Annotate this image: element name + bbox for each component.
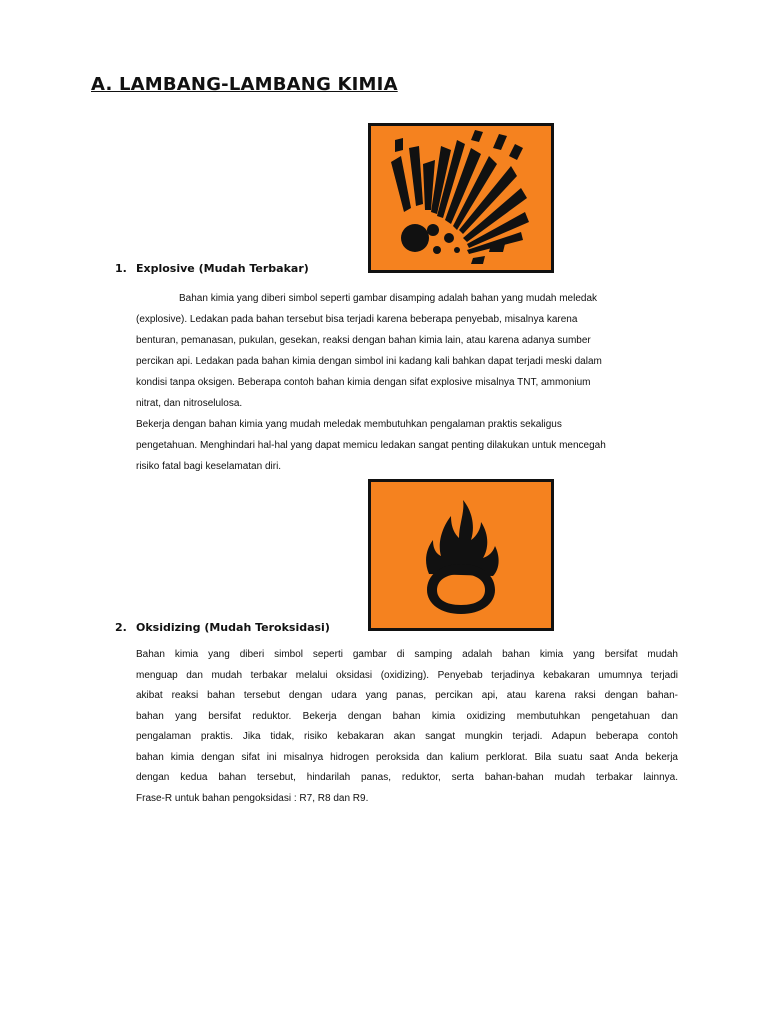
page-heading: A. LAMBANG-LAMBANG KIMIA (91, 74, 398, 95)
oxidizing-hazard-icon (368, 479, 554, 631)
text-line: pengalaman praktis. Jika tidak, risiko kebakaran akan sangat mungkin terjadi. Adapun beberapa contoh (136, 731, 678, 742)
text-line: percikan api. Ledakan pada bahan kimia dengan simbol ini kadang kali bahkan dapat terjadi meski dalam (136, 356, 602, 367)
text-line: dengan kedua bahan tersebut, hindarilah panas, reduktor, serta bahan-bahan mudah terbakar lainnya. (136, 772, 678, 783)
text-line: menguap dan mudah terbakar melalui oksidasi (oxidizing). Penyebab terjadinya kebakaran umumnya terjadi (136, 669, 678, 681)
text-line: (explosive). Ledakan pada bahan tersebut bisa terjadi karena beberapa penyebab, misalnya karena (136, 314, 578, 325)
text-line: risiko fatal bagi keselamatan diri. (136, 461, 282, 472)
text-line: akibat reaksi bahan tersebut dengan udara yang panas, percikan api, atau karena raksi dengan bahan- (136, 690, 678, 701)
text-line: bahan yang bersifat reduktor. Bekerja dengan bahan kimia oxidizing membutuhkan pengetahuan dan (136, 710, 678, 722)
paragraph-oxidizing (136, 645, 678, 809)
text-line: Frase-R untuk bahan pengoksidasi : R7, R8 dan R9. (136, 792, 369, 804)
paragraph-explosive (136, 288, 678, 477)
text-line: Bahan kimia yang diberi simbol seperti gambar disamping adalah bahan yang mudah meledak (179, 293, 598, 304)
section-number: 2. (115, 621, 127, 634)
text-line: kondisi tanpa oksigen. Beberapa contoh bahan kimia dengan sifat explosive misalnya TNT, ammonium (136, 377, 591, 388)
section-number: 1. (115, 262, 127, 275)
explosive-hazard-icon (368, 123, 554, 273)
text-line: Bekerja dengan bahan kimia yang mudah meledak membutuhkan pengalaman praktis sekaligus (136, 419, 562, 430)
text-line: pengetahuan. Menghindari hal-hal yang dapat memicu ledakan sangat penting dilakukan untuk mencegah (136, 440, 606, 451)
section-title-explosive: 1. Explosive (Mudah Terbakar) (115, 262, 309, 275)
text-line: bahan kimia dengan sifat ini misalnya hidrogen peroksida dan kalium perklorat. Bila suatu saat Anda bekerja (136, 751, 678, 763)
text-line: Bahan kimia yang diberi simbol seperti gambar di samping adalah bahan kimia yang bersifat mudah (136, 649, 678, 660)
section-title-oxidizing: 2. Oksidizing (Mudah Teroksidasi) (115, 621, 330, 634)
text-line: nitrat, dan nitroselulosa. (136, 398, 243, 409)
text-line: benturan, pemanasan, pukulan, gesekan, reaksi dengan bahan kimia lain, atau karena adanya sumber (136, 335, 591, 346)
